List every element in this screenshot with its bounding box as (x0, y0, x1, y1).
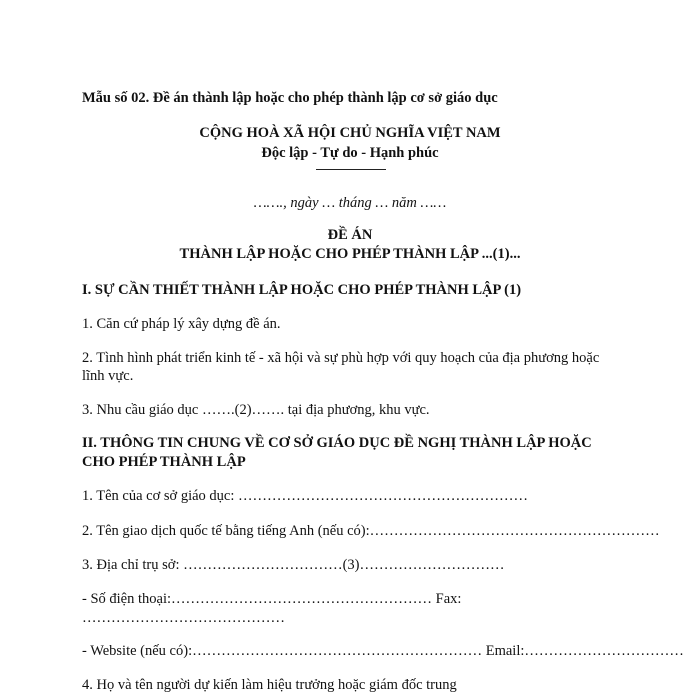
section-1-item-1: 1. Căn cứ pháp lý xây dựng đề án. (82, 316, 281, 332)
field-institution-name: 1. Tên của cơ sở giáo dục: …………………………………………………… (82, 488, 528, 504)
field-website-email: - Website (nếu có):…………………………………………………… Email:…………………………… (82, 643, 684, 659)
document-subtitle: THÀNH LẬP HOẶC CHO PHÉP THÀNH LẬP ...(1)... (179, 246, 521, 262)
field-phone-fax: - Số điện thoại:……………………………………………… Fax: (82, 591, 462, 607)
form-template-label: Mẫu số 02. Đề án thành lập hoặc cho phép thành lập cơ sở giáo dục (82, 90, 498, 106)
document-title: ĐỀ ÁN (327, 227, 373, 243)
section-1-item-3: 3. Nhu cầu giáo dục …….(2)……. tại địa phương, khu vực. (82, 402, 430, 418)
section-2-heading-line-1: II. THÔNG TIN CHUNG VỀ CƠ SỞ GIÁO DỤC ĐỀ NGHỊ THÀNH LẬP HOẶC (82, 435, 592, 451)
section-1-item-2-cont: lĩnh vực. (82, 368, 134, 384)
section-2-heading-line-2: CHO PHÉP THÀNH LẬP (82, 454, 246, 470)
national-motto: Độc lập - Tự do - Hạnh phúc (261, 145, 439, 161)
field-fax-cont: …………………………………… (82, 610, 285, 626)
national-title: CỘNG HOÀ XÃ HỘI CHỦ NGHĨA VIỆT NAM (199, 125, 501, 141)
place-date-line: ……., ngày … tháng … năm …… (253, 195, 447, 211)
field-address: 3. Địa chỉ trụ sở: ……………………………(3)………………………… (82, 557, 505, 573)
section-1-item-2: 2. Tình hình phát triển kinh tế - xã hội và sự phù hợp với quy hoạch của địa phương hoặc (82, 350, 600, 366)
field-international-name: 2. Tên giao dịch quốc tế bằng tiếng Anh (nếu có):…………………………………………………… (82, 523, 660, 539)
motto-underline (316, 169, 386, 170)
section-1-heading: I. SỰ CẦN THIẾT THÀNH LẬP HOẶC CHO PHÉP THÀNH LẬP (1) (82, 282, 522, 298)
field-principal-name: 4. Họ và tên người dự kiến làm hiệu trưởng hoặc giám đốc trung (82, 677, 457, 693)
